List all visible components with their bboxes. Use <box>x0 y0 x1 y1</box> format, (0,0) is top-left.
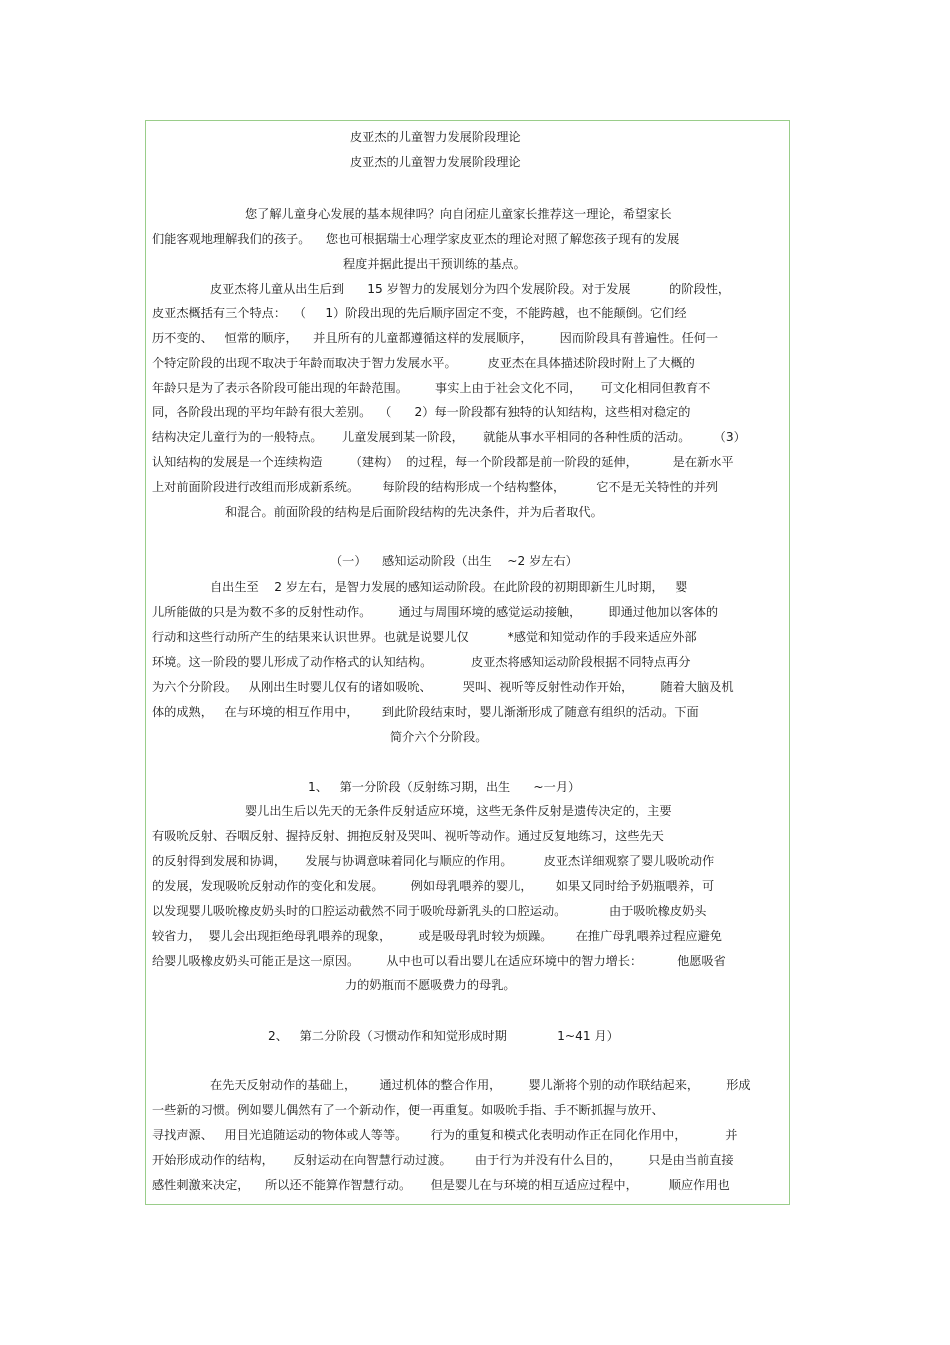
paragraph-line: 和混合。前面阶段的结构是后面阶段结构的先决条件，并为后者取代。 <box>225 505 603 519</box>
paragraph-line: 给婴儿吸橡皮奶头可能正是这一原因。 从中也可以看出婴儿在适应环境中的智力增长： 他愿吸省 <box>152 954 726 968</box>
paragraph-line: 同，各阶段出现的平均年龄有很大差别。 （ 2）每一阶段都有独特的认知结构，这些相对稳定的 <box>152 405 691 419</box>
paragraph-line: 历不变的、 恒常的顺序， 并且所有的儿童都遵循这样的发展顺序， 因而阶段具有普遍性。任何一 <box>152 331 719 345</box>
paragraph-line: 的反射得到发展和协调， 发展与协调意味着同化与顺应的作用。 皮亚杰详细观察了婴儿吸吮动作 <box>152 854 715 868</box>
paragraph-line: 婴儿出生后以先天的无条件反射适应环境，这些无条件反射是遗传决定的，主要 <box>245 804 672 818</box>
paragraph-line: 为六个分阶段。 从刚出生时婴儿仅有的诸如吸吮、 哭叫、视听等反射性动作开始， 随着大脑及机 <box>152 680 734 694</box>
paragraph-line: 的发展，发现吸吮反射动作的变化和发展。 例如母乳喂养的婴儿， 如果又同时给予奶瓶喂养，可 <box>152 879 715 893</box>
paragraph-line: 简介六个分阶段。 <box>390 730 488 744</box>
paragraph-line: 寻找声源、 用目光追随运动的物体或人等等。 行为的重复和模式化表明动作正在同化作用中， 并 <box>152 1128 738 1142</box>
intro-line: 程度并据此提出干预训练的基点。 <box>343 257 526 271</box>
paragraph-line: 有吸吮反射、吞咽反射、握持反射、拥抱反射及哭叫、视听等动作。通过反复地练习，这些先天 <box>152 829 664 843</box>
paragraph-line: 年龄只是为了表示各阶段可能出现的年龄范围。 事实上由于社会文化不同， 可文化相同但教育不 <box>152 381 711 395</box>
document-title: 皮亚杰的儿童智力发展阶段理论 <box>350 130 521 144</box>
paragraph-line: 上对前面阶段进行改组而形成新系统。 每阶段的结构形成一个结构整体， 它不是无关特性的并列 <box>152 480 719 494</box>
paragraph-line: 皮亚杰将儿童从出生后到 15 岁智力的发展划分为四个发展阶段。对于发展 的阶段性， <box>210 282 731 296</box>
paragraph-line: 自出生至 2 岁左右，是智力发展的感知运动阶段。在此阶段的初期即新生儿时期， 婴 <box>210 580 688 594</box>
subsection-heading: 1、 第一分阶段（反射练习期，出生 ~一月） <box>308 780 581 794</box>
paragraph-line: 儿所能做的只是为数不多的反射性动作。 通过与周围环境的感觉运动接触， 即通过他加以客体的 <box>152 605 719 619</box>
paragraph-line: 行动和这些行动所产生的结果来认识世界。也就是说婴儿仅 *感觉和知觉动作的手段来适应外部 <box>152 630 697 644</box>
paragraph-line: 力的奶瓶而不愿吸费力的母乳。 <box>345 978 516 992</box>
intro-line: 们能客观地理解我们的孩子。 您也可根据瑞士心理学家皮亚杰的理论对照了解您孩子现有的发展 <box>152 232 680 246</box>
paragraph-line: 体的成熟， 在与环境的相互作用中， 到此阶段结束时，婴儿渐渐形成了随意有组织的活动。下面 <box>152 705 699 719</box>
paragraph-line: 一些新的习惯。例如婴儿偶然有了一个新动作，便一再重复。如吸吮手指、手不断抓握与放开、 <box>152 1103 664 1117</box>
paragraph-line: 以发现婴儿吸吮橡皮奶头时的口腔运动截然不同于吸吮母新乳头的口腔运动。 由于吸吮橡皮奶头 <box>152 904 707 918</box>
paragraph-line: 在先天反射动作的基础上， 通过机体的整合作用， 婴儿渐将个别的动作联结起来， 形成 <box>210 1078 751 1092</box>
paragraph-line: 结构决定儿童行为的一般特点。 儿童发展到某一阶段， 就能从事水平相同的各种性质的活动。 （3） <box>152 430 746 444</box>
paragraph-line: 皮亚杰概括有三个特点： （ 1）阶段出现的先后顺序固定不变，不能跨越，也不能颠倒。它们经 <box>152 306 687 320</box>
paragraph-line: 较省力， 婴儿会出现拒绝母乳喂养的现象， 或是吸母乳时较为烦躁。 在推广母乳喂养过程应避免 <box>152 929 722 943</box>
document-subtitle: 皮亚杰的儿童智力发展阶段理论 <box>350 155 521 169</box>
subsection-heading: 2、 第二分阶段（习惯动作和知觉形成时期 1~41 月） <box>268 1029 619 1043</box>
paragraph-line: 认知结构的发展是一个连续构造 （建构） 的过程，每一个阶段都是前一阶段的延伸， 是在新水平 <box>152 455 734 469</box>
intro-line: 您了解儿童身心发展的基本规律吗？向自闭症儿童家长推荐这一理论，希望家长 <box>245 207 672 221</box>
paragraph-line: 开始形成动作的结构， 反射运动在向智慧行动过渡。 由于行为并没有什么目的， 只是由当前直接 <box>152 1153 734 1167</box>
paragraph-line: 感性刺激来决定， 所以还不能算作智慧行动。 但是婴儿在与环境的相互适应过程中， 顺应作用也 <box>152 1178 730 1192</box>
paragraph-line: 环境。这一阶段的婴儿形成了动作格式的认知结构。 皮亚杰将感知运动阶段根据不同特点再分 <box>152 655 691 669</box>
section-heading: （一） 感知运动阶段（出生 ~2 岁左右） <box>330 554 578 568</box>
paragraph-line: 个特定阶段的出现不取决于年龄而取决于智力发展水平。 皮亚杰在具体描述阶段时附上了大概的 <box>152 356 695 370</box>
